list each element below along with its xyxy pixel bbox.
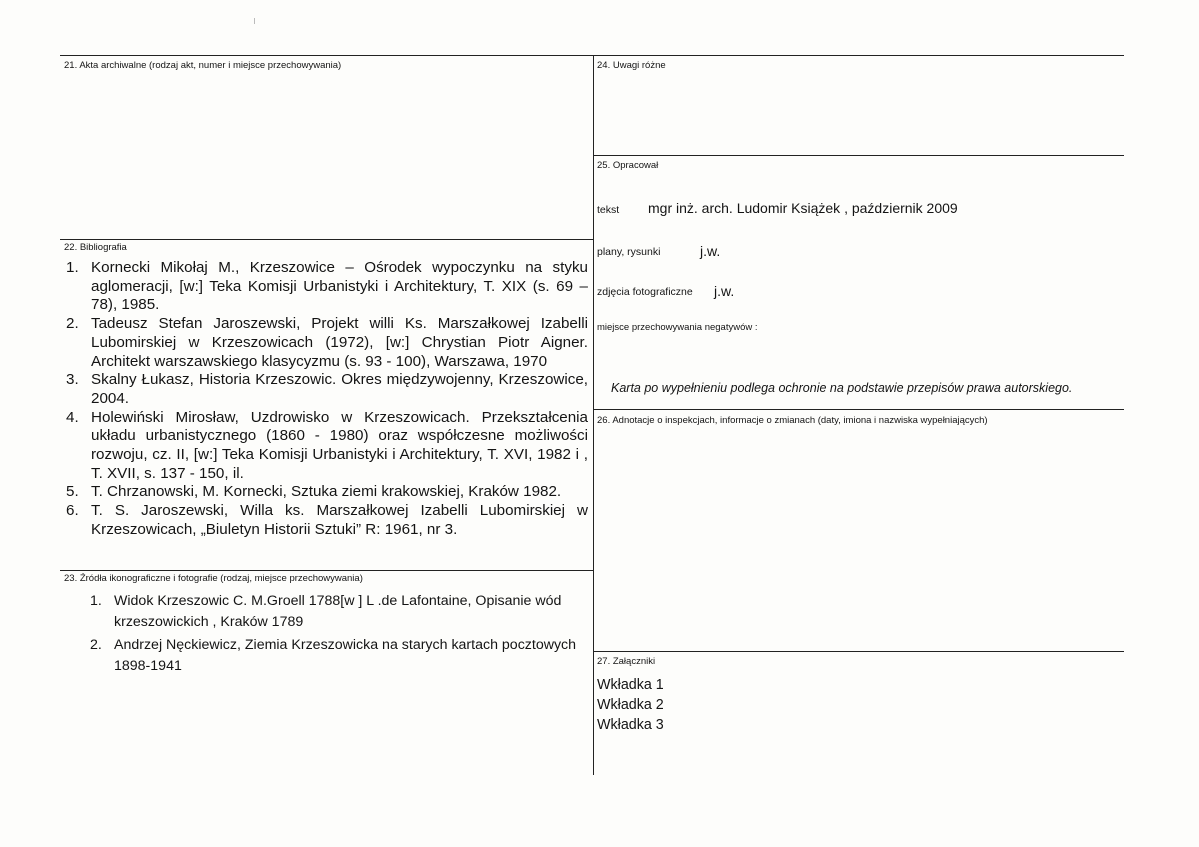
- rule-25: [593, 155, 1124, 156]
- rule-22: [60, 239, 593, 240]
- list-item: Wkładka 1: [597, 677, 664, 693]
- item-text: T. S. Jaroszewski, Willa ks. Marszałkowej Izabelli Lubomirskiej w Krzeszowicach, „Biuletyn Historii Sztuki” R: 1961, nr 3.: [91, 502, 588, 538]
- rule-27: [593, 651, 1124, 652]
- item-text: Kornecki Mikołaj M., Krzeszowice – Ośrodek wypoczynku na styku aglomeracji, [w:] Teka Komisji Urbanistyki i Architektury, T. XIX (s. 69 – 78), 1985.: [91, 259, 588, 314]
- item-text: Andrzej Nęckiewicz, Ziemia Krzeszowicka na starych kartach pocztowych 1898-1941: [114, 637, 577, 674]
- photos-value: j.w.: [714, 283, 735, 299]
- top-rule: [60, 55, 1124, 56]
- section-26-label: 26. Adnotacje o inspekcjach, informacje o zmianach (daty, imiona i nazwiska wypełniających): [597, 415, 988, 426]
- section-25-label: 25. Opracował: [597, 160, 659, 171]
- plans-label: plany, rysunki: [597, 246, 661, 258]
- item-text: Holewiński Mirosław, Uzdrowisko w Krzeszowicach. Przekształcenia układu urbanistycznego (1860 - 1980) oraz współczesne możliwości rozwoju, cz. II, [w:] Teka Komisji Urbanistyki i Architektury, T. XVI, 1982 i , T. XVII, s. 137 - 150, il.: [91, 408, 588, 482]
- list-item: [90, 635, 590, 676]
- list-item: [90, 591, 590, 632]
- item-number: 5.: [66, 483, 79, 501]
- item-number: 1.: [90, 593, 102, 609]
- item-text: Tadeusz Stefan Jaroszewski, Projekt willi Ks. Marszałkowej Izabelli Lubomirskiej w Krzeszowicach (1972), [w:] Chrystian Piotr Aigner. Architekt warszawskiego klasycyzmu (s. 93 - 100), Warszawa, 1970: [91, 315, 588, 370]
- plans-value: j.w.: [700, 243, 721, 259]
- section-27-label: 27. Załączniki: [597, 656, 656, 667]
- author-text-label: tekst: [597, 204, 620, 216]
- list-item: [66, 259, 588, 315]
- item-number: 4.: [66, 408, 79, 426]
- copyright-note: Karta po wypełnieniu podlega ochronie na podstawie przepisów prawa autorskiego.: [611, 381, 1073, 395]
- item-text: Widok Krzeszowic C. M.Groell 1788[w ] L .de Lafontaine, Opisanie wód krzeszowickich , Kraków 1789: [114, 593, 562, 630]
- bibliography-list: [66, 259, 588, 540]
- list-item: Wkładka 2: [597, 697, 664, 713]
- list-item: [66, 371, 588, 408]
- column-divider: [593, 55, 594, 775]
- photos-label: zdjęcia fotograficzne: [597, 286, 693, 298]
- item-number: 2.: [90, 637, 102, 653]
- section-24-label: 24. Uwagi różne: [597, 60, 666, 71]
- item-text: T. Chrzanowski, M. Kornecki, Sztuka ziemi krakowskiej, Kraków 1982.: [91, 483, 562, 501]
- list-item: [66, 502, 588, 539]
- iconography-list: [90, 591, 590, 679]
- author-text-value: mgr inż. arch. Ludomir Książek , październik 2009: [648, 200, 958, 216]
- list-item: Wkładka 3: [597, 717, 664, 733]
- rule-23: [60, 570, 593, 571]
- item-number: 3.: [66, 371, 79, 389]
- item-number: 1.: [66, 259, 79, 276]
- section-21-label: 21. Akta archiwalne (rodzaj akt, numer i miejsce przechowywania): [64, 60, 342, 71]
- rule-26: [593, 409, 1124, 410]
- attachments-list: [597, 675, 664, 735]
- list-item: [66, 483, 588, 502]
- negatives-label: miejsce przechowywania negatywów :: [597, 322, 758, 333]
- list-item: [66, 315, 588, 371]
- section-22-label: 22. Bibliografia: [64, 242, 127, 253]
- item-text: Skalny Łukasz, Historia Krzeszowic. Okres międzywojenny, Krzeszowice, 2004.: [91, 371, 588, 407]
- list-item: [66, 409, 588, 484]
- item-number: 2.: [66, 315, 79, 333]
- section-23-label: 23. Źródła ikonograficzne i fotografie (rodzaj, miejsce przechowywania): [64, 573, 363, 584]
- scan-mark: [254, 18, 255, 24]
- item-number: 6.: [66, 502, 79, 520]
